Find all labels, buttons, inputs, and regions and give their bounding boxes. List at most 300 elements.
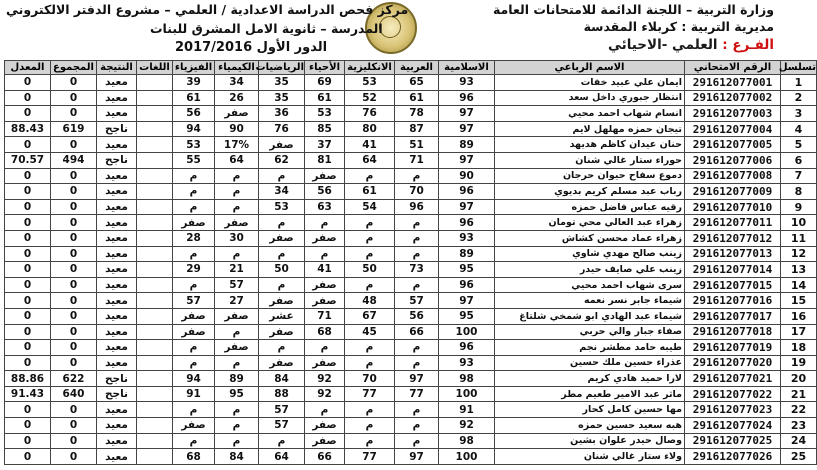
table-cell: 100 [439,386,495,402]
table-cell: م [395,418,439,434]
table-cell: 17 [781,324,817,340]
table-body [5,75,817,465]
table-cell: 91 [173,386,215,402]
table-cell: 0 [51,324,97,340]
table-cell: م [215,402,259,418]
table-cell: زينب علي صايف حيدر [495,262,685,278]
table-row [5,308,817,324]
table-cell: م [173,340,215,356]
table-cell: حنان عيدان كاظم هديهد [495,137,685,153]
table-cell: 96 [439,277,495,293]
table-cell: 96 [395,199,439,215]
table-cell: معيد [97,262,137,278]
table-cell: 291612077021 [685,371,781,387]
table-cell: معيد [97,418,137,434]
column-header: النتيجة [97,61,137,75]
table-cell: 0 [5,215,51,231]
table-cell: 61 [395,90,439,106]
table-cell: 56 [305,184,345,200]
table-cell: معيد [97,402,137,418]
table-row [5,386,817,402]
table-cell: 0 [51,230,97,246]
table-cell: 20 [781,371,817,387]
table-cell: 36 [259,106,305,122]
table-cell: م [305,340,345,356]
table-cell: 24 [781,433,817,449]
table-cell: معيد [97,106,137,122]
table-cell: 291612077002 [685,90,781,106]
table-cell: 85 [305,121,345,137]
table-cell: 95 [439,262,495,278]
table-cell: 0 [5,262,51,278]
table-cell: 0 [5,230,51,246]
table-cell: 291612077024 [685,418,781,434]
table-row [5,152,817,168]
table-row [5,168,817,184]
table-row [5,90,817,106]
table-cell: 21 [215,262,259,278]
table-cell [137,277,173,293]
table-cell: عذراء حسين ملك حسين [495,355,685,371]
table-cell: 93 [439,75,495,91]
table-cell: 0 [5,324,51,340]
table-cell: صفر [305,355,345,371]
table-cell: 88.43 [5,121,51,137]
table-cell: 66 [305,449,345,465]
column-header: الفيزياء [173,61,215,75]
center-title: مركز فحص الدراسة الاعدادية / العلمي – مشروع الدفتر الالكتروني [6,2,409,17]
table-cell: 22 [781,402,817,418]
column-header: المعدل [5,61,51,75]
table-cell: 67 [345,308,395,324]
table-cell: ناجح [97,371,137,387]
table-cell: م [173,355,215,371]
table-cell: 64 [215,152,259,168]
table-cell: م [215,418,259,434]
table-cell: 0 [5,106,51,122]
table-cell: صفر [305,418,345,434]
table-cell: 71 [305,308,345,324]
table-cell: 84 [215,449,259,465]
table-row [5,277,817,293]
table-cell: 291612077008 [685,168,781,184]
table-cell: طيبه حامد مطشر نجم [495,340,685,356]
column-header: تسلسل [778,62,816,73]
table-cell: صفر [305,230,345,246]
table-cell: 92 [439,418,495,434]
table-cell [137,308,173,324]
table-cell: 53 [345,75,395,91]
table-cell: 0 [51,199,97,215]
table-cell: شيماء عبد الهادي ابو شمخي شلتاغ [495,308,685,324]
table-cell: معيد [97,449,137,465]
table-cell: 87 [395,121,439,137]
table-cell: 96 [439,215,495,231]
school-title: المدرسة – ثانوية الامل المشرق للبنات [150,21,383,36]
table-row [5,246,817,262]
table-row [5,121,817,137]
table-cell: 19 [781,355,817,371]
table-cell: 622 [51,371,97,387]
table-cell: معيد [97,137,137,153]
table-cell: 291612077013 [685,246,781,262]
table-cell: 53 [173,137,215,153]
table-cell: زهراء عماد محسن كشاش [495,230,685,246]
table-cell: 77 [395,386,439,402]
table-cell: 65 [395,75,439,91]
directorate-title: مديرية التربية : كربلاء المقدسة [583,19,774,34]
table-cell: عشر [259,308,305,324]
table-cell: م [215,199,259,215]
table-row [5,215,817,231]
table-row [5,371,817,387]
table-cell: 8 [781,184,817,200]
table-cell: معيد [97,277,137,293]
table-cell: 0 [5,137,51,153]
table-row [5,75,817,91]
column-header: الرقم الامتحاني [685,61,781,75]
table-cell: 619 [51,121,97,137]
table-cell [137,371,173,387]
table-cell: 39 [173,75,215,91]
table-cell: هبه سعيد حسين حمزه [495,418,685,434]
table-cell: صفر [215,340,259,356]
table-cell: تيجان حمزه مهلهل لايم [495,121,685,137]
table-cell: 0 [5,293,51,309]
table-cell: 0 [5,308,51,324]
table-cell: 94 [173,121,215,137]
table-cell: 64 [345,152,395,168]
table-cell: معيد [97,168,137,184]
table-cell: 35 [259,75,305,91]
table-cell: م [259,433,305,449]
table-cell: ناجح [97,386,137,402]
table-cell: 100 [439,449,495,465]
table-cell: 52 [345,90,395,106]
table-cell [137,199,173,215]
table-cell: 64 [259,449,305,465]
table-cell: 0 [5,90,51,106]
table-cell: 291612077020 [685,355,781,371]
table-cell [137,402,173,418]
table-cell: م [215,324,259,340]
table-cell [137,90,173,106]
table-cell: 98 [439,433,495,449]
table-cell: م [215,355,259,371]
table-cell: 10 [781,215,817,231]
table-cell: 96 [439,340,495,356]
branch-line [608,37,774,53]
table-cell: صفر [259,137,305,153]
table-header-row [5,61,817,75]
table-cell: م [395,230,439,246]
table-cell: م [345,355,395,371]
table-cell: م [395,246,439,262]
table-cell: م [173,199,215,215]
table-cell: 0 [5,246,51,262]
table-cell: 57 [259,418,305,434]
table-cell: 17% [215,137,259,153]
table-row [5,433,817,449]
table-row [5,199,817,215]
table-cell: 81 [305,152,345,168]
table-cell: م [345,340,395,356]
table-cell: 0 [5,355,51,371]
table-cell: 92 [305,371,345,387]
table-cell: 92 [305,386,345,402]
column-header: المجموع [51,61,97,75]
table-cell: م [259,340,305,356]
table-cell: 291612077012 [685,230,781,246]
table-cell: رباب عبد مسلم كريم بديوي [495,184,685,200]
branch-value: العلمي -الاحيائي [607,37,718,53]
table-cell: 34 [215,75,259,91]
table-cell: 2 [781,90,817,106]
table-cell: م [345,277,395,293]
table-cell: 94 [173,371,215,387]
table-cell: 9 [781,199,817,215]
table-cell: 494 [51,152,97,168]
table-cell: 100 [439,324,495,340]
table-cell: 78 [395,106,439,122]
table-cell: 91.43 [5,386,51,402]
table-cell: 0 [51,340,97,356]
table-cell: 3 [781,106,817,122]
table-cell: 53 [259,199,305,215]
table-cell: 7 [781,168,817,184]
table-cell: 0 [5,433,51,449]
table-cell: 95 [439,308,495,324]
table-cell: 51 [395,137,439,153]
table-cell [137,152,173,168]
table-cell: صفر [173,324,215,340]
table-cell: 12 [781,246,817,262]
table-cell: 77 [345,386,395,402]
table-cell: 21 [781,386,817,402]
table-cell [137,418,173,434]
table-cell: رقيه عباس فاضل حمزه [495,199,685,215]
table-cell: صفر [305,168,345,184]
table-cell: معيد [97,246,137,262]
table-cell: 0 [5,449,51,465]
table-cell: 291612077010 [685,199,781,215]
table-cell: 97 [395,371,439,387]
table-cell: 0 [5,402,51,418]
round-title: الدور الأول 2017/2016 [175,40,328,55]
table-cell: 4 [781,121,817,137]
table-cell: 0 [5,75,51,91]
table-cell: 93 [439,355,495,371]
table-cell: 291612077022 [685,386,781,402]
table-cell: 97 [439,199,495,215]
table-cell: زهراء عبد العالي محي تومان [495,215,685,231]
table-cell: 291612077006 [685,152,781,168]
table-cell: م [395,215,439,231]
table-cell: معيد [97,75,137,91]
table-cell: 15 [781,293,817,309]
table-cell: 291612077015 [685,277,781,293]
table-cell: 50 [345,262,395,278]
table-cell: 97 [439,121,495,137]
table-cell: 18 [781,340,817,356]
table-row [5,184,817,200]
table-cell: شيماء جابر نسر نعمه [495,293,685,309]
table-row [5,418,817,434]
table-cell: 0 [5,277,51,293]
table-row [5,230,817,246]
table-cell: صفر [259,293,305,309]
column-header: الاسم الرباعي [495,61,685,75]
table-cell: 95 [215,386,259,402]
table-cell: 66 [395,324,439,340]
table-cell: معيد [97,355,137,371]
grades-table [4,60,817,465]
table-cell: 97 [439,293,495,309]
table-cell [137,340,173,356]
table-cell: م [215,433,259,449]
table-cell: 61 [173,90,215,106]
table-cell: 97 [439,152,495,168]
table-cell: 0 [51,75,97,91]
table-cell [137,293,173,309]
column-header: الانكليزية [345,61,395,75]
table-cell: 88 [259,386,305,402]
table-cell: م [345,215,395,231]
table-cell: م [173,246,215,262]
table-cell: 29 [173,262,215,278]
table-cell: معيد [97,293,137,309]
table-cell: 23 [781,418,817,434]
table-cell: 48 [345,293,395,309]
table-cell: معيد [97,230,137,246]
table-cell: م [395,277,439,293]
table-cell: 291612077017 [685,308,781,324]
table-cell: م [259,168,305,184]
table-cell: 0 [51,418,97,434]
table-cell: 50 [259,262,305,278]
table-cell: ناجح [97,152,137,168]
table-cell: 96 [439,184,495,200]
table-row [5,449,817,465]
table-cell: 291612077014 [685,262,781,278]
table-cell: 63 [305,199,345,215]
table-cell: معيد [97,90,137,106]
table-cell: صفاء جبار والي حربي [495,324,685,340]
table-cell: م [305,215,345,231]
table-cell: معيد [97,433,137,449]
table-cell: 0 [5,418,51,434]
table-cell: انسام شهاب احمد محيي [495,106,685,122]
table-cell: صفر [215,308,259,324]
table-cell: 13 [781,262,817,278]
table-cell: 89 [439,137,495,153]
table-cell: 291612077026 [685,449,781,465]
table-cell: معيد [97,340,137,356]
table-cell: صفر [259,324,305,340]
table-cell: معيد [97,324,137,340]
table-cell: 41 [345,137,395,153]
table-cell: 291612077011 [685,215,781,231]
table-cell: م [305,246,345,262]
table-cell [137,106,173,122]
table-cell: مها حسين كامل كحار [495,402,685,418]
table-cell: معيد [97,184,137,200]
table-cell: م [395,168,439,184]
table-cell: وصال حيدر علوان بشين [495,433,685,449]
table-cell: 57 [395,293,439,309]
table-cell [137,184,173,200]
table-cell [137,449,173,465]
table-cell: 0 [51,262,97,278]
table-cell: 0 [51,90,97,106]
table-cell: ناجح [97,121,137,137]
table-cell: م [173,402,215,418]
table-cell: م [173,433,215,449]
table-cell: م [395,402,439,418]
table-cell: م [395,340,439,356]
table-cell: 1 [781,75,817,91]
table-cell: صفر [305,433,345,449]
table-cell: م [345,168,395,184]
table-cell: 0 [51,184,97,200]
table-cell: 53 [305,106,345,122]
table-cell: 61 [305,90,345,106]
table-cell: 291612077005 [685,137,781,153]
table-cell: دموع سفاح حيوان حرجان [495,168,685,184]
table-cell: 0 [51,402,97,418]
table-row [5,402,817,418]
table-cell: انتظار جبوري داخل سعد [495,90,685,106]
table-row [5,106,817,122]
table-cell: 73 [395,262,439,278]
table-cell [137,262,173,278]
table-cell: م [345,402,395,418]
table-cell: م [173,184,215,200]
table-row [5,324,817,340]
table-cell: 97 [439,106,495,122]
table-cell: م [173,168,215,184]
table-row [5,355,817,371]
table-cell: 291612077023 [685,402,781,418]
table-cell: 61 [345,184,395,200]
table-cell: 84 [259,371,305,387]
table-cell: م [173,277,215,293]
table-cell: زينب صالح مهدي شاوي [495,246,685,262]
table-cell [137,230,173,246]
table-cell: 28 [173,230,215,246]
table-cell: م [215,184,259,200]
table-cell: م [395,355,439,371]
table-cell: 89 [439,246,495,262]
table-cell: م [259,246,305,262]
column-header: الكيمياء [215,61,259,75]
table-cell: 291612077016 [685,293,781,309]
table-cell [137,246,173,262]
table-cell: 56 [395,308,439,324]
table-cell: ولاء ستار غالي شنان [495,449,685,465]
table-cell [137,121,173,137]
table-cell: 0 [51,277,97,293]
table-cell: 0 [51,168,97,184]
table-cell: 291612077018 [685,324,781,340]
table-cell: صفر [215,106,259,122]
table-cell: معيد [97,199,137,215]
column-header: اللغات [137,61,173,75]
table-cell [137,433,173,449]
table-cell: حوراء ستار غالي شنان [495,152,685,168]
table-cell [137,386,173,402]
table-cell: 16 [781,308,817,324]
